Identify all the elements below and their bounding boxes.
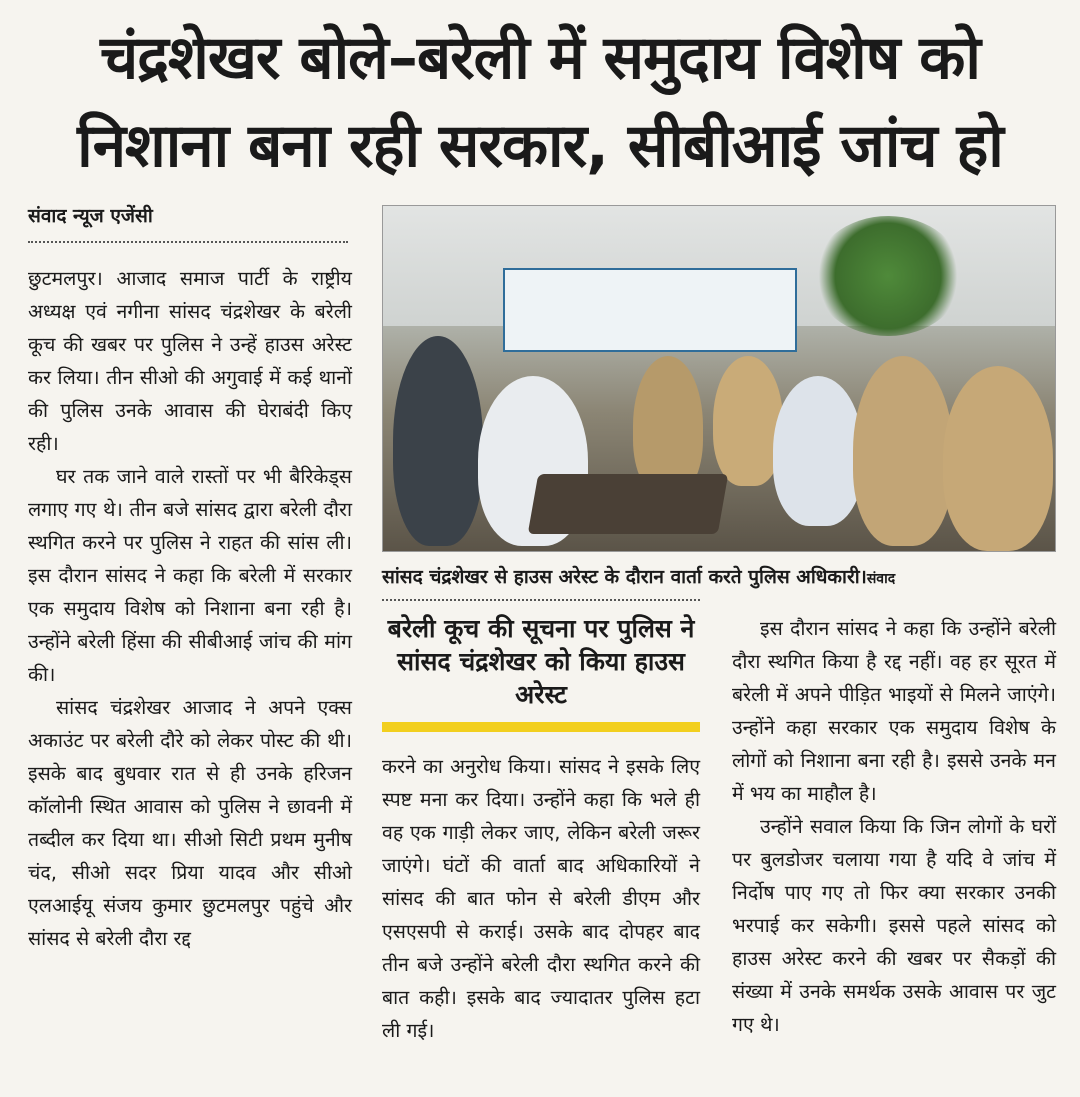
subheadline-accent-bar bbox=[382, 722, 700, 732]
paragraph: इस दौरान सांसद ने कहा कि उन्होंने बरेली दौरा स्थगित किया है रद्द नहीं। वह हर सूरत में बरेली में अपने पीड़ित भाइयों से मिलने जाएंगे। उन्होंने कहा सरकार एक समुदाय विशेष के लोगों को निशाना बना रही है। इससे उनके मन में भय का माहौल है। bbox=[732, 617, 1056, 805]
article-column-2 bbox=[382, 750, 700, 1047]
paragraph: करने का अनुरोध किया। सांसद ने इसके लिए स्पष्ट मना कर दिया। उन्होंने कहा कि भले ही वह एक गाड़ी लेकर जाए, लेकिन बरेली जरूर जाएंगे। घंटों की वार्ता बाद अधिकारियों ने सांसद की बात फोन से बरेली डीएम और एसएसपी से कराई। उसके बाद दोपहर बाद तीन बजे उन्होंने बरेली दौरा स्थगित करने की बात कही। इसके बाद ज्यादातर पुलिस हटा ली गई। bbox=[382, 755, 700, 1042]
paragraph: उन्होंने सवाल किया कि जिन लोगों के घरों पर बुलडोजर चलाया गया है यदि वे जांच में निर्दोष पाए गए तो फिर क्या सरकार उनकी भरपाई कर सकेगी। इससे पहले सांसद को हाउस अरेस्ट करने की खबर पर सैकड़ों की संख्या में उनके समर्थक उसके आवास पर जुट गए थे। bbox=[732, 815, 1056, 1036]
photo-banner bbox=[503, 268, 797, 352]
article-column-3 bbox=[732, 612, 1056, 1041]
photo-person bbox=[393, 336, 483, 546]
photo-table bbox=[528, 474, 729, 534]
caption-text: सांसद चंद्रशेखर से हाउस अरेस्ट के दौरान वार्ता करते पुलिस अधिकारी। bbox=[382, 566, 867, 588]
news-photo bbox=[382, 205, 1056, 552]
paragraph: सांसद चंद्रशेखर आजाद ने अपने एक्स अकाउंट पर बरेली दौरे को लेकर पोस्ट की थी। इसके बाद बुधवार रात से ही उनके हरिजन कॉलोनी स्थित आवास को पुलिस ने छावनी में तब्दील कर दिया था। सीओ सिटी प्रथम मुनीष चंद, सीओ सदर प्रिया यादव और सीओ एलआईयू संजय कुमार छुटमलपुर पहुंचे और सांसद से बरेली दौरा रद्द bbox=[28, 696, 352, 950]
photo-person bbox=[773, 376, 863, 526]
photo-person bbox=[943, 366, 1053, 551]
photo-person bbox=[853, 356, 953, 546]
byline: संवाद न्यूज एजेंसी bbox=[28, 205, 153, 227]
headline-line-2: निशाना बना रही सरकार, सीबीआई जांच हो bbox=[77, 111, 1003, 181]
caption-divider bbox=[382, 599, 700, 601]
article-column-1 bbox=[28, 262, 352, 955]
subheadline: बरेली कूच की सूचना पर पुलिस ने सांसद चंद्रशेखर को किया हाउस अरेस्ट bbox=[387, 614, 695, 709]
byline-divider bbox=[28, 241, 348, 243]
photo-credit: संवाद bbox=[866, 571, 896, 587]
paragraph: घर तक जाने वाले रास्तों पर भी बैरिकेड्स लगाए गए थे। तीन बजे सांसद द्वारा बरेली दौरा स्थगित करने पर पुलिस ने राहत की सांस ली। इस दौरान सांसद ने कहा कि बरेली में सरकार एक समुदाय विशेष को निशाना बना रही है। उन्होंने बरेली हिंसा की सीबीआई जांच की मांग की। bbox=[28, 465, 352, 686]
photo-tree bbox=[813, 216, 963, 336]
headline-line-1: चंद्रशेखर बोले–बरेली में समुदाय विशेष को bbox=[100, 23, 980, 93]
paragraph: छुटमलपुर। आजाद समाज पार्टी के राष्ट्रीय अध्यक्ष एवं नगीना सांसद चंद्रशेखर के बरेली कूच की खबर पर पुलिस ने उन्हें हाउस अरेस्ट कर लिया। तीन सीओ की अगुवाई में कई थानों की पुलिस उनके आवास की घेराबंदी किए रही। bbox=[28, 267, 352, 455]
photo-caption bbox=[382, 562, 1058, 594]
headline bbox=[20, 14, 1060, 190]
